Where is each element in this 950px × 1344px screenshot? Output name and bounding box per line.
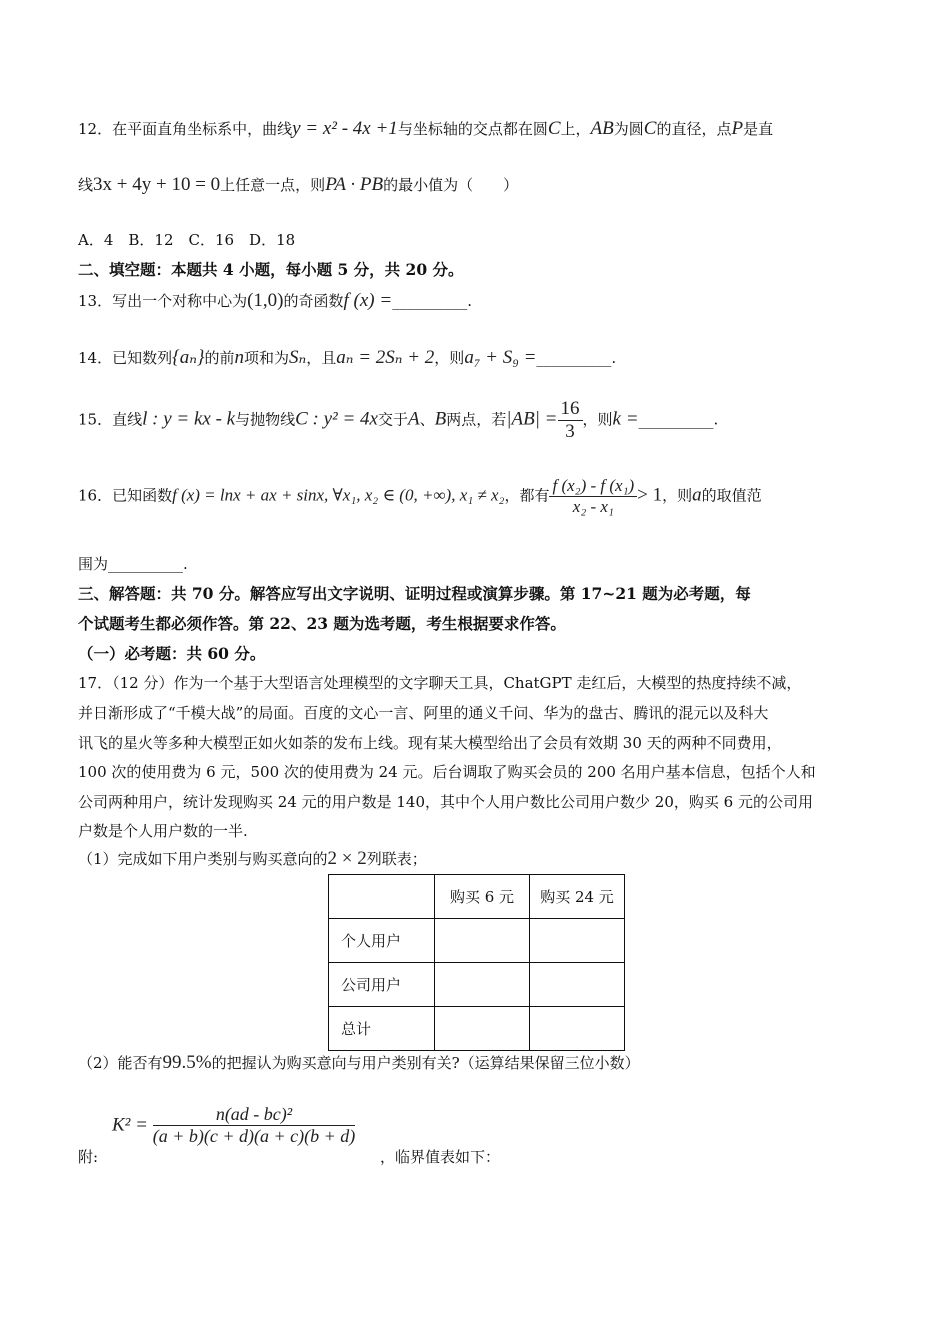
q17-percent: 99.5% [162,1052,212,1073]
section3-heading-line2: 个试题考生都必须作答。第 22、23 题为选考题，考生根据要求作答。 [78,614,566,633]
q17-text: （2）能否有 [78,1054,163,1072]
q15-fraction-numerator: 16 [558,398,583,421]
q17-para-line6: 户数是个人用户数的一半. [78,822,248,840]
table-cell[interactable] [530,963,625,1007]
q12-dot-product: PA · PB [325,174,384,195]
q12-line2 [78,174,518,196]
section3-heading-line1: 三、解答题：共 70 分。解答应写出文字说明、证明过程或演算步骤。第 17~21 题为必考题，每 [78,584,751,603]
table-row [329,963,625,1007]
section2-heading: 二、填空题：本题共 4 小题，每小题 5 分，共 20 分。 [78,260,464,279]
q16-inequality: > 1 [637,484,663,506]
q13-text: . [467,292,472,310]
q14-sum-symbol: Sₙ [289,347,307,368]
q17-appendix-pre: 附: [78,1148,99,1166]
q12-text: 12．在平面直角坐标系中，曲线 [78,120,293,138]
q15-text: 与抛物线 [235,410,296,429]
q14-sequence: {aₙ} [172,347,205,368]
table-cell[interactable] [435,919,530,963]
q15-fraction-denominator: 3 [565,421,575,442]
q16-function: f (x) = lnx + ax + sinx, ∀x₁, x₂ ∈ (0, +∞), x₁ ≠ x₂ [172,485,505,505]
q16-fraction [549,476,637,517]
q16-fraction-denominator: x₂ - x₁ [572,497,614,516]
table-header-cell: 购买 6 元 [435,875,530,919]
q16-line2 [78,553,188,574]
table-row-header: 公司用户 [329,963,435,1007]
q17-para-line2: 并日渐形成了“千模大战”的局面。百度的文心一言、阿里的通义千问、华为的盘古、腾讯的混元以及科大 [78,704,769,722]
q17-k2-fraction [153,1104,356,1147]
table-header-cell: 购买 24 元 [530,875,625,919]
table-row-header: 总计 [329,1007,435,1051]
q17-appendix-end: ，临界值表如下： [380,1148,501,1166]
q12-text: 是直 [743,120,774,138]
q17-text: 的把握认为购买意向与用户类别有关?（运算结果保留三位小数） [211,1054,640,1072]
q14-text: 的前 [204,349,235,367]
q15-k-symbol: k = [612,408,639,430]
q12-curve-formula: y = x² - 4x +1 [292,118,398,139]
q13-text: 13．写出一个对称中心为 [78,292,248,310]
q16-text: 的取值范 [701,486,762,505]
contingency-table [328,874,625,1051]
q16-text: ，则 [662,486,693,505]
table-cell[interactable] [435,1007,530,1051]
q15-fraction [558,398,583,443]
q12-point-symbol: P [731,118,744,139]
table-cell[interactable] [435,963,530,1007]
q12-circle-symbol: C [643,118,657,139]
q17-para-line3: 讯飞的星火等多种大模型正如火如荼的发布上线。现有某大模型给出了会员有效期 30 天的两种不同费用， [78,734,782,752]
q17-para-line4: 100 次的使用费为 6 元，500 次的使用费为 24 元。后台调取了购买会员的 200 名用户基本信息，包括个人和 [78,763,816,781]
q17-k2-symbol: K² = [112,1114,148,1136]
q12-text: 线 [78,176,94,194]
q13-function: f (x) = [343,290,393,311]
q14-text: 14．已知数列 [78,349,173,367]
q14-relation: aₙ = 2Sₙ + 2 [336,347,435,368]
q15-text: 、 [419,410,435,429]
q14-text: ，且 [306,349,337,367]
q15-text: 15．直线 [78,410,143,429]
q12-options: A．4 B．12 C．16 D．18 [78,231,296,249]
table-row [329,1007,625,1051]
q17-k2-numerator: n(ad - bc)² [153,1104,356,1126]
q16-fraction-numerator: f (x₂) - f (x₁) [549,476,637,497]
q17-para-line5: 公司两种用户，统计发现购买 24 元的用户数是 140，其中个人用户数比公司用户数少 20，购买 6 元的公司用 [78,793,813,811]
q15-answer-blank[interactable]: __________ [638,410,714,429]
q13-line [78,290,472,312]
q13-text: 的奇函数 [283,292,344,310]
q12-text: 上任意一点，则 [220,176,326,194]
q14-text: . [611,349,617,367]
q17-appendix-formula [112,1104,355,1147]
q16-text: 16．已知函数 [78,486,173,505]
table-cell[interactable] [530,1007,625,1051]
section3-subheading: （一）必考题：共 60 分。 [78,644,266,663]
q17-para-line1: 17．（12 分）作为一个基于大型语言处理模型的文字聊天工具，ChatGPT 走红后，大模型的热度持续不减， [78,674,802,692]
table-row [329,919,625,963]
q17-part1 [78,848,427,870]
q12-circle-symbol: C [547,118,561,139]
q12-text: 的最小值为（ ） [383,176,519,194]
q13-center-point: (1,0) [247,290,284,311]
q15-text: ，则 [582,410,613,429]
q15-line-formula: l : y = kx - k [142,408,236,430]
q16-line1 [78,476,762,517]
q12-line1 [78,118,773,140]
q15-chord-length: |AB| = [506,408,558,430]
q17-k2-denominator: (a + b)(c + d)(a + c)(b + d) [152,1126,356,1146]
table-header-cell [329,875,435,919]
q14-text: ，则 [434,349,465,367]
q14-n-symbol: n [234,347,245,368]
q16-answer-blank[interactable]: __________ [108,555,184,573]
q15-text: . [713,410,719,429]
q16-text: 围为 [78,555,109,573]
q14-line [78,346,616,369]
q12-text: 的直径，点 [656,120,732,138]
q17-text: （1）完成如下用户类别与购买意向的 [78,850,328,868]
q15-text: 两点，若 [446,410,507,429]
q17-table-dim: 2 × 2 [327,848,367,869]
q13-answer-blank[interactable]: __________ [392,292,468,310]
q14-text: 项和为 [244,349,290,367]
q12-diameter-symbol: AB [590,118,614,139]
q15-text: 交于 [378,410,409,429]
q15-point-b: B [434,408,447,430]
q15-parabola-formula: C : y² = 4x [295,408,378,430]
table-row [329,875,625,919]
q12-text: 与坐标轴的交点都在圆 [397,120,548,138]
q17-text: 列联表； [366,850,427,868]
q17-part2 [78,1052,640,1074]
q16-a-symbol: a [692,484,702,506]
q12-line-formula: 3x + 4y + 10 = 0 [93,174,221,195]
q15-line [78,398,718,443]
q12-text: 上， [560,120,591,138]
table-cell[interactable] [530,919,625,963]
q16-text: ，都有 [504,486,550,505]
q14-target-expr: a₇ + S₉ = [464,347,537,368]
table-row-header: 个人用户 [329,919,435,963]
q14-answer-blank[interactable]: __________ [536,349,612,367]
q16-text: . [183,555,188,573]
q12-text: 为圆 [613,120,644,138]
q15-point-a: A [408,408,420,430]
